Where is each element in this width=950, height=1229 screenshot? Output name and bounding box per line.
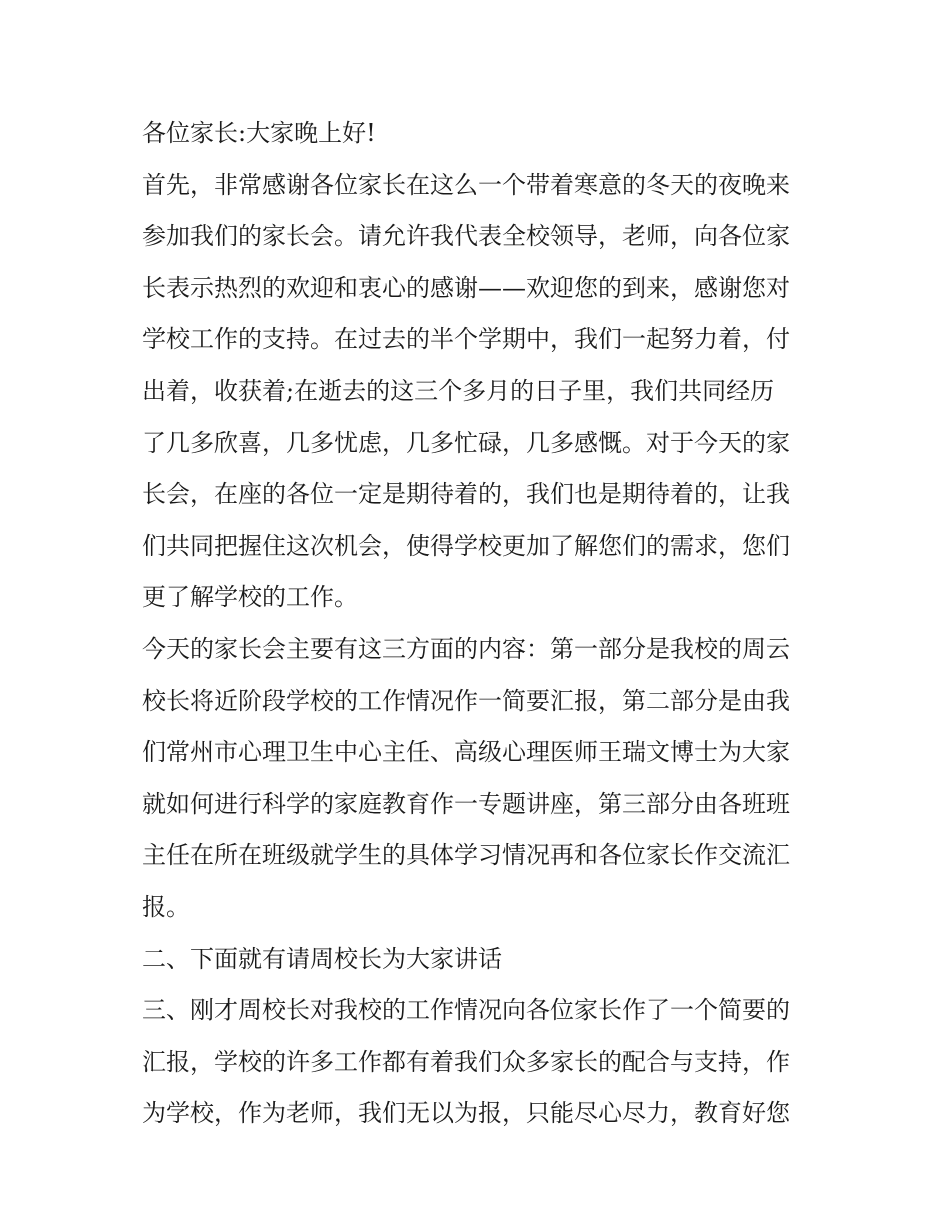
text-line: 就如何进行科学的家庭教育作一专题讲座，第三部分由各班班 — [142, 789, 790, 818]
document-body — [142, 108, 832, 1140]
text-line: 为学校，作为老师，我们无以为报，只能尽心尽力，教育好您 — [142, 1099, 790, 1128]
text-line: 了几多欣喜，几多忧虑，几多忙碌，几多感慨。对于今天的家 — [142, 428, 790, 457]
text-line: 更了解学校的工作。 — [142, 583, 358, 612]
text-line: 主任在所在班级就学生的具体学习情况再和各位家长作交流汇 — [142, 841, 790, 870]
text-line: 们常州市心理卫生中心主任、高级心理医师王瑞文博士为大家 — [142, 738, 790, 767]
text-line: 报。 — [142, 892, 190, 921]
text-line: 校长将近阶段学校的工作情况作一简要汇报，第二部分是由我 — [142, 686, 790, 715]
text-line: 二、下面就有请周校长为大家讲话 — [142, 944, 502, 973]
text-line: 们共同把握住这次机会，使得学校更加了解您们的需求，您们 — [142, 531, 790, 560]
section-three-paragraph — [142, 985, 832, 1140]
text-line: 长会，在座的各位一定是期待着的，我们也是期待着的，让我 — [142, 480, 790, 509]
opening-paragraph — [142, 160, 832, 624]
agenda-paragraph — [142, 624, 832, 934]
text-line: 三、刚才周校长对我校的工作情况向各位家长作了一个简要的 — [142, 996, 790, 1025]
text-line: 参加我们的家长会。请允许我代表全校领导，老师，向各位家 — [142, 222, 790, 251]
text-line: 各位家长:大家晚上好! — [142, 119, 376, 147]
text-line: 首先，非常感谢各位家长在这么一个带着寒意的冬天的夜晚来 — [142, 170, 790, 199]
text-line: 今天的家长会主要有这三方面的内容：第一部分是我校的周云 — [142, 634, 790, 663]
text-line: 汇报，学校的许多工作都有着我们众多家长的配合与支持，作 — [142, 1047, 790, 1076]
section-two-paragraph — [142, 934, 832, 986]
text-line: 长表示热烈的欢迎和衷心的感谢——欢迎您的到来，感谢您对 — [142, 273, 790, 302]
text-line: 出着，收获着;在逝去的这三个多月的日子里，我们共同经历 — [142, 376, 775, 405]
greeting-paragraph — [142, 108, 832, 160]
text-line: 学校工作的支持。在过去的半个学期中，我们一起努力着，付 — [142, 325, 790, 354]
